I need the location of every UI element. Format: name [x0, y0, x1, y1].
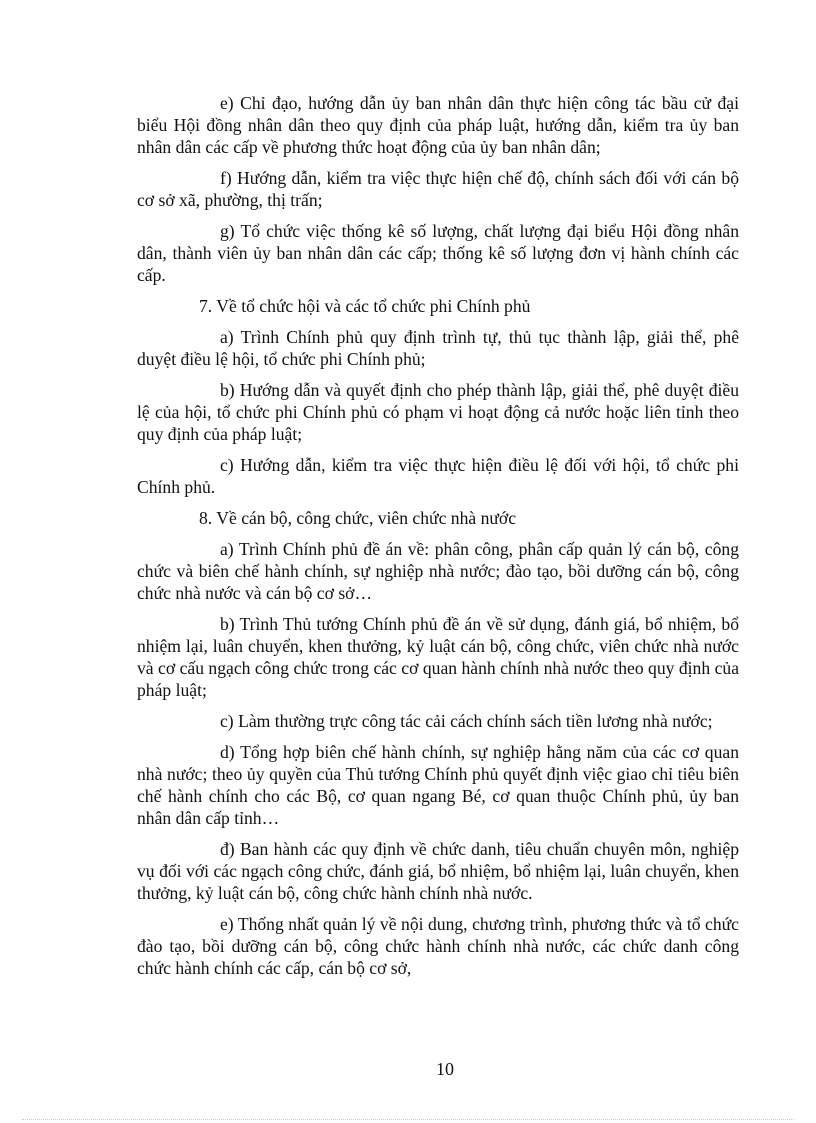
document-body: [137, 92, 739, 988]
page-bottom-divider: [22, 1119, 794, 1120]
paragraph-8a: a) Trình Chính phủ đề án về: phân công, phân cấp quản lý cán bộ, công chức và biên chế hành chính, sự nghiệp nhà nước; đào tạo, bồi dưỡng cán bộ, công chức nhà nước và cán bộ cơ sở…: [137, 539, 739, 603]
paragraph-f-commune-cadres: f) Hướng dẫn, kiểm tra việc thực hiện chế độ, chính sách đối với cán bộ cơ sở xã, phường, thị trấn;: [137, 168, 739, 210]
section-heading-7: 7. Về tổ chức hội và các tổ chức phi Chính phủ: [199, 296, 531, 316]
paragraph-7b: b) Hướng dẫn và quyết định cho phép thành lập, giải thể, phê duyệt điều lệ của hội, tổ chức phi Chính phủ có phạm vi hoạt động cả nước hoặc liên tỉnh theo quy định của pháp luật;: [137, 380, 739, 444]
paragraph-7a: a) Trình Chính phủ quy định trình tự, thủ tục thành lập, giải thể, phê duyệt điều lệ hội, tổ chức phi Chính phủ;: [137, 327, 739, 369]
paragraph-8e: e) Thống nhất quản lý về nội dung, chương trình, phương thức và tổ chức đào tạo, bồi dưỡng cán bộ, công chức hành chính nhà nước, các chức danh công chức hành chính các cấp, cán bộ cơ sở,: [137, 914, 739, 978]
paragraph-8d: d) Tổng hợp biên chế hành chính, sự nghiệp hằng năm của các cơ quan nhà nước; theo ủy quyền của Thủ tướng Chính phủ quyết định việc giao chỉ tiêu biên chế hành chính cho các Bộ, cơ quan ngang Bé, cơ quan thuộc Chính phủ, ủy ban nhân dân cấp tỉnh…: [137, 742, 739, 828]
paragraph-e-election-guidance: e) Chỉ đạo, hướng dẫn ủy ban nhân dân thực hiện công tác bầu cử đại biểu Hội đồng nhân dân theo quy định của pháp luật, hướng dẫn, kiểm tra ủy ban nhân dân các cấp về phương thức hoạt động của ủy ban nhân dân;: [137, 93, 739, 157]
page-number: 10: [436, 1059, 454, 1079]
paragraph-8c: c) Làm thường trực công tác cải cách chính sách tiền lương nhà nước;: [220, 711, 713, 731]
section-heading-8: 8. Về cán bộ, công chức, viên chức nhà nước: [199, 508, 517, 528]
paragraph-g-statistics: g) Tổ chức việc thống kê số lượng, chất lượng đại biểu Hội đồng nhân dân, thành viên ủy ban nhân dân các cấp; thống kê số lượng đơn vị hành chính các cấp.: [137, 221, 739, 285]
paragraph-8b: b) Trình Thủ tướng Chính phủ đề án về sử dụng, đánh giá, bổ nhiệm, bổ nhiệm lại, luân chuyển, khen thưởng, kỷ luật cán bộ, công chức, viên chức nhà nước và cơ cấu ngạch công chức trong các cơ quan hành chính nhà nước theo quy định của pháp luật;: [137, 614, 739, 700]
paragraph-8dd: đ) Ban hành các quy định về chức danh, tiêu chuẩn chuyên môn, nghiệp vụ đối với các ngạch công chức, đánh giá, bổ nhiệm, bổ nhiệm lại, luân chuyển, khen thưởng, kỷ luật cán bộ, công chức hành chính nhà nước.: [137, 839, 739, 903]
paragraph-7c: c) Hướng dẫn, kiểm tra việc thực hiện điều lệ đối với hội, tổ chức phi Chính phủ.: [137, 455, 739, 497]
